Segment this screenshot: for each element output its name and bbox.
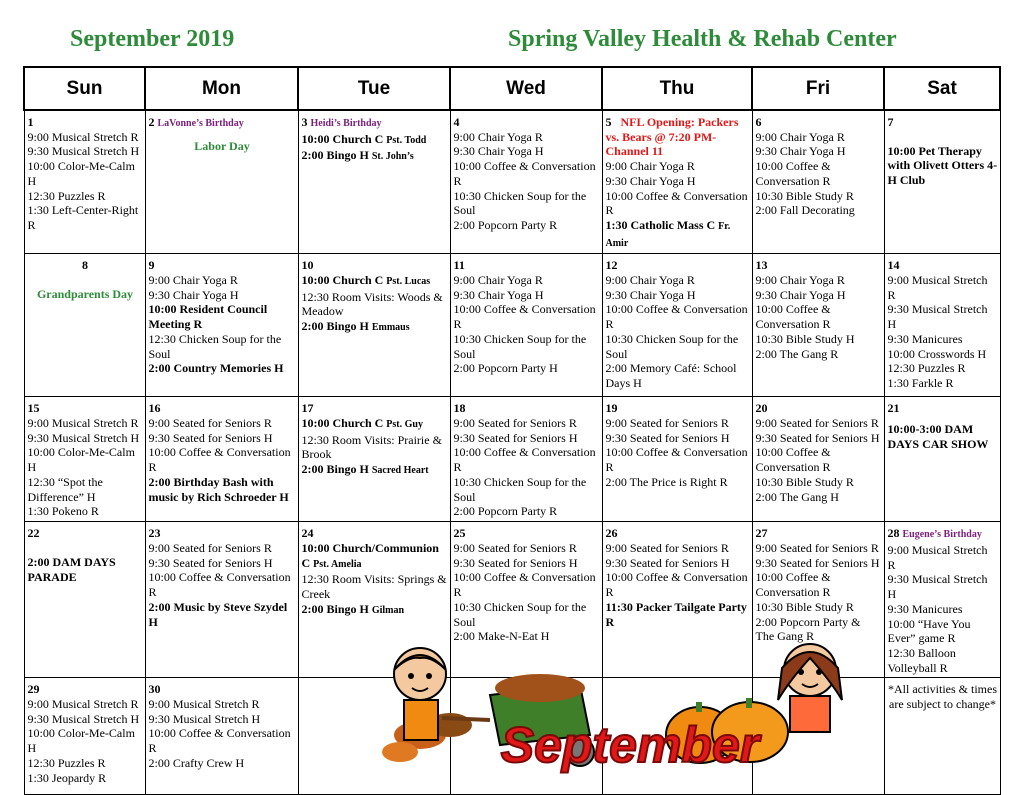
day-cell-22 bbox=[24, 522, 145, 678]
event: 9:30 Seated for Seniors H bbox=[148, 430, 273, 445]
event: 2:00 Bingo H bbox=[301, 462, 369, 477]
day-cell-29 bbox=[24, 678, 145, 795]
event: 9:00 Musical Stretch R bbox=[887, 273, 988, 302]
event: 10:30 Chicken Soup for the Soul bbox=[605, 331, 739, 361]
event: 10:30 Bible Study R bbox=[755, 474, 854, 489]
day-cell-18 bbox=[450, 397, 602, 522]
day-cell-28 bbox=[884, 522, 1000, 678]
weekday-sun: Sun bbox=[24, 67, 145, 110]
day-number: 15 bbox=[27, 401, 40, 416]
event: 9:00 Chair Yoga R bbox=[453, 273, 543, 288]
facility-name: Spring Valley Health & Rehab Center bbox=[508, 26, 897, 52]
event: 9:00 Seated for Seniors R bbox=[605, 541, 729, 556]
event: 2:00 Music by Steve Szydel H bbox=[148, 599, 288, 629]
event: 12:30 Puzzles R bbox=[887, 361, 966, 376]
pastor-name: Pst. Amelia bbox=[313, 558, 362, 570]
event: 10:00 Crosswords H bbox=[887, 346, 987, 361]
day-number: 22 bbox=[27, 526, 40, 541]
event: 1:30 Catholic Mass C bbox=[605, 217, 716, 232]
day-cell-2 bbox=[145, 110, 298, 254]
event: 9:30 Musical Stretch H bbox=[887, 302, 988, 332]
church-name: Sacred Heart bbox=[371, 465, 429, 477]
day-number: 6 bbox=[755, 115, 762, 129]
event: 9:30 Seated for Seniors H bbox=[605, 430, 730, 445]
day-cell-10 bbox=[298, 254, 450, 397]
event: 9:00 Musical Stretch R bbox=[27, 697, 139, 712]
pastor-name: Pst. Todd bbox=[386, 134, 427, 146]
church-name: Emmaus bbox=[371, 322, 410, 334]
event: 12:30 “Spot the Difference” H bbox=[27, 474, 103, 504]
event: 9:00 Musical Stretch R bbox=[148, 697, 260, 712]
event: 2:00 Make-N-Eat H bbox=[453, 629, 550, 644]
event: 9:00 Chair Yoga R bbox=[755, 273, 845, 288]
event: 2:00 Popcorn Party & The Gang R bbox=[755, 614, 861, 644]
event: 1:30 Pokeno R bbox=[27, 504, 99, 519]
day-cell-9 bbox=[145, 254, 298, 397]
event: 9:30 Chair Yoga H bbox=[148, 287, 239, 302]
event: 9:30 Musical Stretch H bbox=[27, 144, 140, 159]
event: 10:00 Color-Me-Calm H bbox=[27, 445, 135, 475]
event: 9:30 Chair Yoga H bbox=[755, 287, 846, 302]
event: 10:00 Coffee & Conversation R bbox=[755, 445, 831, 475]
day-number: 27 bbox=[755, 526, 768, 541]
day-number: 29 bbox=[27, 682, 40, 697]
event: 10:00 Coffee & Conversation R bbox=[148, 445, 291, 475]
event: 9:00 Seated for Seniors R bbox=[605, 416, 729, 431]
day-number: 26 bbox=[605, 526, 618, 541]
day-number: 14 bbox=[887, 258, 900, 273]
church-name: St. John’s bbox=[371, 151, 414, 163]
event: 9:30 Seated for Seniors H bbox=[755, 430, 880, 445]
weekday-thu: Thu bbox=[602, 67, 752, 110]
day-cell-12 bbox=[602, 254, 752, 397]
event: 9:30 Seated for Seniors H bbox=[605, 555, 730, 570]
event: 2:00 Bingo H bbox=[301, 601, 369, 616]
day-cell-17 bbox=[298, 397, 450, 522]
day-cell-8 bbox=[24, 254, 145, 397]
event: 10:00 Resident Council Meeting R bbox=[148, 302, 268, 332]
day-cell-1 bbox=[24, 110, 145, 254]
day-number: 24 bbox=[301, 526, 314, 541]
event: 10:00-3:00 DAM DAYS CAR SHOW bbox=[887, 422, 989, 451]
event: 2:00 Birthday Bash with music by Rich Schroeder H bbox=[148, 474, 289, 504]
event: 9:30 Seated for Seniors H bbox=[755, 555, 880, 570]
event: 10:30 Chicken Soup for the Soul bbox=[453, 474, 587, 504]
day-cell-15 bbox=[24, 397, 145, 522]
day-number: 23 bbox=[148, 526, 161, 541]
day-number: 13 bbox=[755, 258, 768, 273]
event: 10:30 Bible Study R bbox=[755, 599, 854, 614]
day-cell-5 bbox=[602, 110, 752, 254]
event: 9:30 Seated for Seniors H bbox=[453, 555, 578, 570]
day-number: 7 bbox=[887, 115, 894, 129]
event: 9:30 Musical Stretch H bbox=[148, 711, 261, 726]
event: 9:00 Seated for Seniors R bbox=[453, 416, 577, 431]
event: 9:00 Chair Yoga R bbox=[755, 129, 845, 144]
september-word-art: September bbox=[500, 717, 760, 773]
event: 1:30 Jeopardy R bbox=[27, 770, 107, 785]
week-row-2 bbox=[24, 254, 1000, 397]
event: 10:00 Color-Me-Calm H bbox=[27, 726, 135, 756]
event: 2:00 Country Memories H bbox=[148, 361, 284, 376]
event: 10:00 Pet Therapy with Olivett Otters 4-H Club bbox=[887, 143, 998, 188]
event: 9:30 Manicures bbox=[887, 331, 963, 346]
event: 10:00 Color-Me-Calm H bbox=[27, 159, 135, 188]
event: 9:30 Chair Yoga H bbox=[453, 287, 544, 302]
event: 10:30 Chicken Soup for the Soul bbox=[453, 188, 587, 218]
day-cell-19 bbox=[602, 397, 752, 522]
holiday-label: Grandparents Day bbox=[36, 287, 134, 302]
event: 1:30 Farkle R bbox=[887, 375, 954, 390]
event: 2:00 The Gang R bbox=[755, 346, 839, 361]
event: 10:00 Coffee & Conversation R bbox=[148, 726, 291, 756]
event: 2:00 DAM DAYS PARADE bbox=[27, 555, 116, 584]
day-number: 11 bbox=[453, 258, 465, 273]
weekday-wed: Wed bbox=[450, 67, 602, 110]
day-number: 21 bbox=[887, 401, 900, 416]
event: 11:30 Packer Tailgate Party R bbox=[605, 599, 747, 629]
pastor-name: Pst. Lucas bbox=[386, 276, 431, 288]
day-number: 9 bbox=[148, 258, 155, 273]
event: 9:30 Seated for Seniors H bbox=[453, 430, 578, 445]
event: 9:00 Chair Yoga R bbox=[148, 273, 238, 288]
day-number: 20 bbox=[755, 401, 768, 416]
event: 12:30 Room Visits: Springs & Creek bbox=[301, 572, 447, 602]
birthday-label: Heidi’s Birthday bbox=[310, 118, 382, 129]
weekday-tue: Tue bbox=[298, 67, 450, 110]
weekday-mon: Mon bbox=[145, 67, 298, 110]
event: 2:00 Popcorn Party R bbox=[453, 217, 558, 232]
girl-figure-icon bbox=[778, 644, 842, 732]
day-number: 3 bbox=[301, 115, 308, 129]
event: 10:00 Coffee & Conversation R bbox=[453, 159, 596, 188]
event: 9:00 Musical Stretch R bbox=[27, 129, 139, 144]
event: 9:30 Manicures bbox=[887, 601, 963, 616]
day-cell-16 bbox=[145, 397, 298, 522]
event: 9:00 Seated for Seniors R bbox=[755, 416, 879, 431]
event: 10:00 Coffee & Conversation R bbox=[755, 570, 831, 600]
priest-name: Fr. Amir bbox=[605, 220, 731, 249]
day-cell-21 bbox=[884, 397, 1000, 522]
day-cell-3 bbox=[298, 110, 450, 254]
september-clipart bbox=[380, 640, 880, 790]
day-number: 12 bbox=[605, 258, 618, 273]
event: 1:30 Left-Center-Right R bbox=[27, 203, 139, 232]
weekday-header-row bbox=[24, 67, 1000, 110]
holiday-label: Labor Day bbox=[194, 138, 250, 153]
event: 12:30 Room Visits: Woods & Meadow bbox=[301, 289, 443, 319]
event: 10:30 Chicken Soup for the Soul bbox=[453, 599, 587, 629]
event: 9:30 Chair Yoga H bbox=[605, 287, 696, 302]
event: 9:30 Chair Yoga H bbox=[755, 144, 846, 159]
event: 12:30 Puzzles R bbox=[27, 755, 106, 770]
event: 10:00 Church C bbox=[301, 416, 384, 431]
event: 2:00 Memory Café: School Days H bbox=[605, 361, 737, 390]
day-number: 4 bbox=[453, 115, 460, 129]
event: 9:00 Seated for Seniors R bbox=[453, 541, 577, 556]
event: 9:00 Chair Yoga R bbox=[605, 273, 695, 288]
day-cell-4 bbox=[450, 110, 602, 254]
day-number: 19 bbox=[605, 401, 618, 416]
event: 10:00 Coffee & Conversation R bbox=[453, 445, 596, 475]
event: 9:30 Musical Stretch H bbox=[887, 572, 988, 602]
event: 10:00 Coffee & Conversation R bbox=[453, 570, 596, 600]
day-number: 10 bbox=[301, 258, 314, 273]
event: 10:00 Church C bbox=[301, 273, 384, 288]
weekday-sat: Sat bbox=[884, 67, 1000, 110]
weekday-fri: Fri bbox=[752, 67, 884, 110]
event: 9:30 Musical Stretch H bbox=[27, 430, 140, 445]
event: 10:00 “Have You Ever” game R bbox=[887, 616, 971, 646]
event: 2:00 Crafty Crew H bbox=[148, 755, 245, 770]
day-cell-6 bbox=[752, 110, 884, 254]
birthday-label: Eugene’s Birthday bbox=[902, 529, 982, 541]
event: 10:00 Coffee & Conversation R bbox=[605, 570, 748, 600]
day-cell-23 bbox=[145, 522, 298, 678]
pastor-name: Pst. Guy bbox=[386, 419, 423, 431]
event: 10:00 Coffee & Conversation R bbox=[605, 188, 748, 218]
calendar-month-title: September 2019 bbox=[70, 26, 235, 52]
day-number: 25 bbox=[453, 526, 466, 541]
day-number: 17 bbox=[301, 401, 314, 416]
event: 10:00 Coffee & Conversation R bbox=[755, 302, 831, 332]
event: 9:00 Musical Stretch R bbox=[887, 543, 988, 572]
disclaimer-cell bbox=[884, 678, 1000, 795]
day-cell-14 bbox=[884, 254, 1000, 397]
birthday-label: LaVonne’s Birthday bbox=[157, 118, 244, 129]
day-cell-13 bbox=[752, 254, 884, 397]
day-cell-7 bbox=[884, 110, 1000, 254]
event: 9:00 Chair Yoga R bbox=[605, 159, 695, 174]
nfl-opening-event: NFL Opening: Packers vs. Bears @ 7:20 PM-Channel 11 bbox=[605, 115, 739, 159]
event: 10:00 Coffee & Conversation R bbox=[605, 445, 748, 475]
day-number: 30 bbox=[148, 682, 161, 697]
event: 2:00 Bingo H bbox=[301, 319, 369, 334]
event: 10:00 Coffee & Conversation R bbox=[453, 302, 596, 332]
event: 10:30 Chicken Soup for the Soul bbox=[453, 331, 587, 361]
event: 12:30 Balloon Volleyball R bbox=[887, 645, 956, 675]
event: 2:00 Popcorn Party R bbox=[453, 504, 558, 519]
event: 9:30 Seated for Seniors H bbox=[148, 555, 273, 570]
event: 10:00 Coffee & Conversation R bbox=[755, 159, 831, 188]
event: 10:30 Bible Study R bbox=[755, 188, 854, 203]
day-number: 18 bbox=[453, 401, 466, 416]
church-name: Gilman bbox=[371, 604, 405, 616]
event: 12:30 Chicken Soup for the Soul bbox=[148, 331, 282, 361]
event: 10:00 Church C bbox=[301, 131, 384, 146]
week-row-1 bbox=[24, 110, 1000, 254]
event: 2:00 Popcorn Party H bbox=[453, 361, 558, 376]
event: 9:30 Chair Yoga H bbox=[453, 144, 544, 159]
event: 9:30 Chair Yoga H bbox=[605, 173, 696, 188]
event: 9:00 Seated for Seniors R bbox=[148, 416, 272, 431]
event: 9:00 Seated for Seniors R bbox=[755, 541, 879, 556]
day-cell-20 bbox=[752, 397, 884, 522]
event: 10:00 Church/Communion C bbox=[301, 541, 439, 570]
event: 2:00 The Gang H bbox=[755, 489, 839, 504]
event: 9:00 Chair Yoga R bbox=[453, 129, 543, 144]
event: 9:00 Seated for Seniors R bbox=[148, 541, 272, 556]
event: 2:00 Bingo H bbox=[301, 148, 369, 163]
event: 10:00 Coffee & Conversation R bbox=[148, 570, 291, 600]
day-number: 16 bbox=[148, 401, 161, 416]
event: 2:00 Fall Decorating bbox=[755, 203, 855, 218]
day-number: 2 bbox=[148, 115, 155, 129]
event: 2:00 The Price is Right R bbox=[605, 474, 728, 489]
day-cell-30 bbox=[145, 678, 298, 795]
event: 12:30 Puzzles R bbox=[27, 188, 106, 203]
week-row-3 bbox=[24, 397, 1000, 522]
event: 12:30 Room Visits: Prairie & Brook bbox=[301, 432, 442, 462]
day-number: 8 bbox=[82, 258, 88, 273]
disclaimer-note: *All activities & times are subject to change* bbox=[888, 682, 997, 712]
event: 10:30 Bible Study H bbox=[755, 331, 855, 346]
day-number: 5 bbox=[605, 115, 612, 129]
event: 10:00 Coffee & Conversation R bbox=[605, 302, 748, 332]
event: 9:30 Musical Stretch H bbox=[27, 711, 140, 726]
event: 9:00 Musical Stretch R bbox=[27, 416, 139, 431]
day-number: 28 bbox=[887, 526, 900, 541]
day-cell-11 bbox=[450, 254, 602, 397]
day-number: 1 bbox=[27, 115, 34, 129]
